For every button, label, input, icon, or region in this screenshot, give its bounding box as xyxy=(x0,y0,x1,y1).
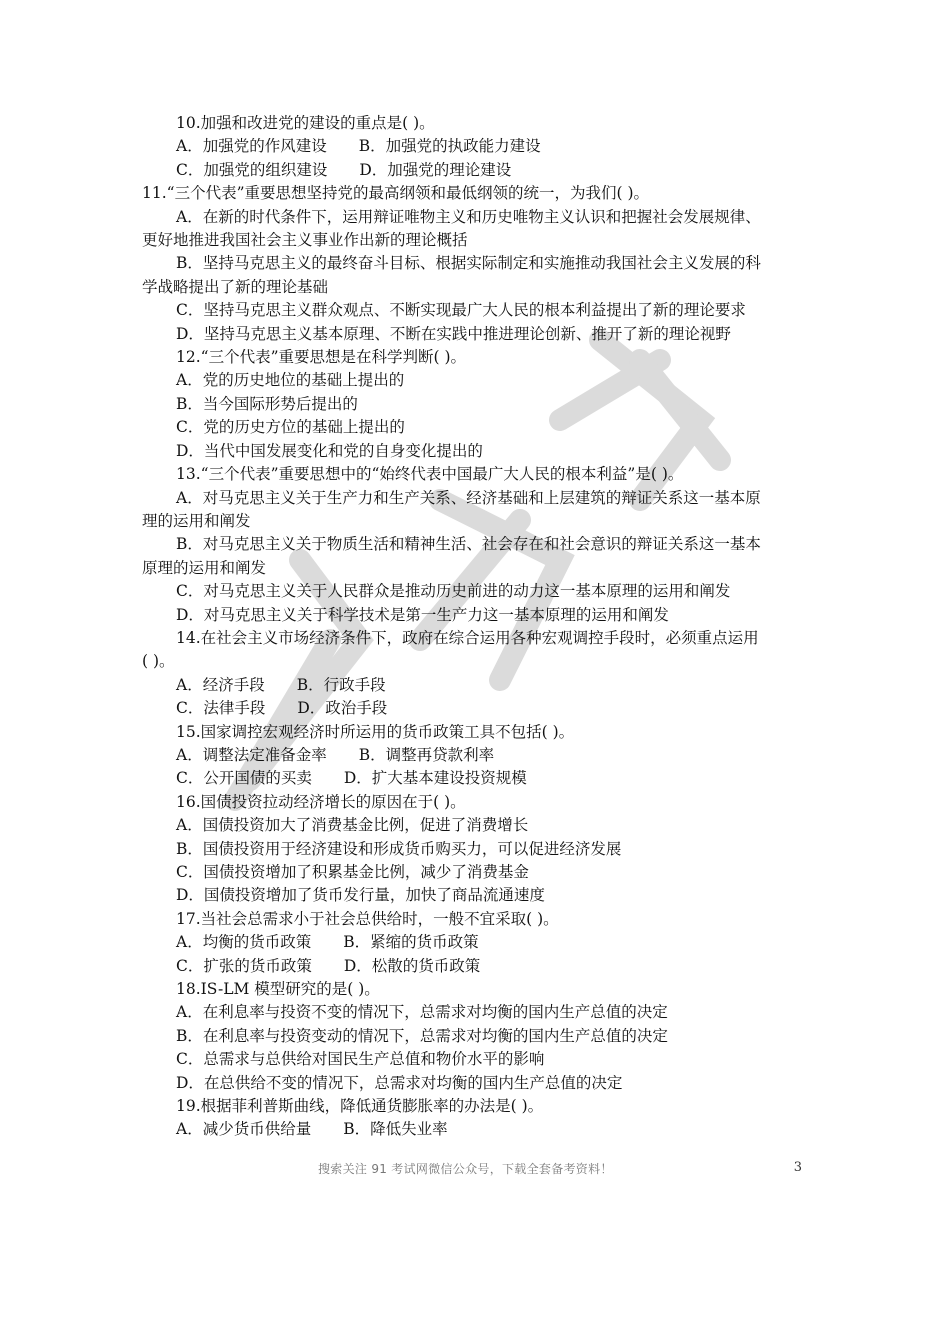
page-number: 3 xyxy=(793,1160,802,1175)
option-text: A．均衡的货币政策 xyxy=(176,933,312,952)
option-text: A．党的历史地位的基础上提出的 xyxy=(176,371,405,390)
question-stem: 12.“三个代表”重要思想是在科学判断( )。 xyxy=(176,348,467,367)
option-text: D．扩大基本建设投资规模 xyxy=(343,769,527,788)
option-text: D．坚持马克思主义基本原理、不断在实践中推进理论创新、推开了新的理论视野 xyxy=(176,324,731,343)
option-text: C．公开国债的买卖 xyxy=(176,769,312,788)
option-row xyxy=(142,767,806,790)
option-text: D．在总供给不变的情况下，总需求对均衡的国内生产总值的决定 xyxy=(176,1073,623,1092)
option-text: B．当今国际形势后提出的 xyxy=(176,394,358,413)
option-row xyxy=(142,955,806,978)
question-stem: 11.“三个代表”重要思想坚持党的最高纲领和最低纲领的统一，为我们( )。 xyxy=(142,184,650,203)
option-row xyxy=(142,931,806,954)
option-text: D．加强党的理论建设 xyxy=(359,160,512,179)
option-text: B．在利息率与投资变动的情况下，总需求对均衡的国内生产总值的决定 xyxy=(176,1026,668,1045)
option-text: C．国债投资增加了积累基金比例，减少了消费基金 xyxy=(176,863,529,881)
option-row xyxy=(142,1118,806,1141)
question-stem: 10.加强和改进党的建设的重点是( )。 xyxy=(176,114,435,132)
option-text: B．紧缩的货币政策 xyxy=(343,933,479,952)
question-stem-continued: ( )。 xyxy=(142,652,175,671)
question-stem: 13.“三个代表”重要思想中的“始终代表中国最广大人民的根本利益”是( )。 xyxy=(176,465,684,484)
option-row xyxy=(142,159,806,182)
option-text: C．扩张的货币政策 xyxy=(176,956,312,975)
option-text: A．国债投资加大了消费基金比例，促进了消费增长 xyxy=(176,816,529,835)
option-row xyxy=(142,744,806,767)
question-stem: 16.国债投资拉动经济增长的原因在于( )。 xyxy=(176,792,466,811)
option-text: C．加强党的组织建设 xyxy=(176,160,328,179)
option-text: B．坚持马克思主义的最终奋斗目标、根据实际制定和实施推动我国社会主义发展的科 xyxy=(176,254,761,273)
option-text: 原理的运用和阐发 xyxy=(142,558,267,577)
option-text: A．对马克思主义关于生产力和生产关系、经济基础和上层建筑的辩证关系这一基本原 xyxy=(176,488,761,507)
option-text: B．调整再贷款利率 xyxy=(358,745,495,764)
option-text: B．对马克思主义关于物质生活和精神生活、社会存在和社会意识的辩证关系这一基本 xyxy=(176,535,761,554)
option-row xyxy=(142,135,806,158)
option-text: B．加强党的执政能力建设 xyxy=(358,137,541,156)
option-text: 理的运用和阐发 xyxy=(142,511,251,530)
option-text: D．对马克思主义关于科学技术是第一生产力这一基本原理的运用和阐发 xyxy=(176,605,669,624)
option-text: B．国债投资用于经济建设和形成货币购买力，可以促进经济发展 xyxy=(176,839,622,858)
option-text: C．党的历史方位的基础上提出的 xyxy=(176,418,405,437)
option-text: B．降低失业率 xyxy=(343,1120,448,1139)
option-text: A．在新的时代条件下，运用辩证唯物主义和历史唯物主义认识和把握社会发展规律、 xyxy=(176,207,761,226)
option-text: C．法律手段 xyxy=(176,699,266,718)
option-text: A．减少货币供给量 xyxy=(176,1120,312,1139)
option-text: A．加强党的作风建设 xyxy=(176,137,327,156)
option-text: C．对马克思主义关于人民群众是推动历史前进的动力这一基本原理的运用和阐发 xyxy=(176,582,731,601)
page-footer xyxy=(142,1160,806,1180)
option-text: A．调整法定准备金率 xyxy=(176,745,327,764)
option-text: B．行政手段 xyxy=(296,675,386,694)
question-stem: 15.国家调控宏观经济时所运用的货币政策工具不包括( )。 xyxy=(176,722,575,741)
question-list xyxy=(142,112,806,1142)
question-stem: 18.IS-LM 模型研究的是( )。 xyxy=(176,980,380,999)
option-text: D．政治手段 xyxy=(297,699,388,718)
option-text: A．经济手段 xyxy=(176,675,265,694)
option-text: 更好地推进我国社会主义事业作出新的理论概括 xyxy=(142,231,468,250)
question-stem: 17.当社会总需求小于社会总供给时，一般不宜采取( )。 xyxy=(176,909,559,928)
option-text: D．国债投资增加了货币发行量，加快了商品流通速度 xyxy=(176,886,545,905)
option-text: D．松散的货币政策 xyxy=(343,956,481,975)
option-text: C．总需求与总供给对国民生产总值和物价水平的影响 xyxy=(176,1050,545,1069)
option-row xyxy=(142,697,806,720)
question-stem: 14.在社会主义市场经济条件下，政府在综合运用各种宏观调控手段时，必须重点运用 xyxy=(176,628,759,647)
option-text: C．坚持马克思主义群众观点、不断实现最广大人民的根本利益提出了新的理论要求 xyxy=(176,301,746,320)
option-text: A．在利息率与投资不变的情况下，总需求对均衡的国内生产总值的决定 xyxy=(176,1003,668,1022)
option-text: D．当代中国发展变化和党的自身变化提出的 xyxy=(176,441,483,460)
footer-text: 搜索关注 91 考试网微信公众号，下载全套备考资料！ xyxy=(318,1162,613,1176)
option-row xyxy=(142,674,806,697)
option-text: 学战略提出了新的理论基础 xyxy=(142,277,329,296)
question-stem: 19.根据菲利普斯曲线，降低通货膨胀率的办法是( )。 xyxy=(176,1097,544,1116)
